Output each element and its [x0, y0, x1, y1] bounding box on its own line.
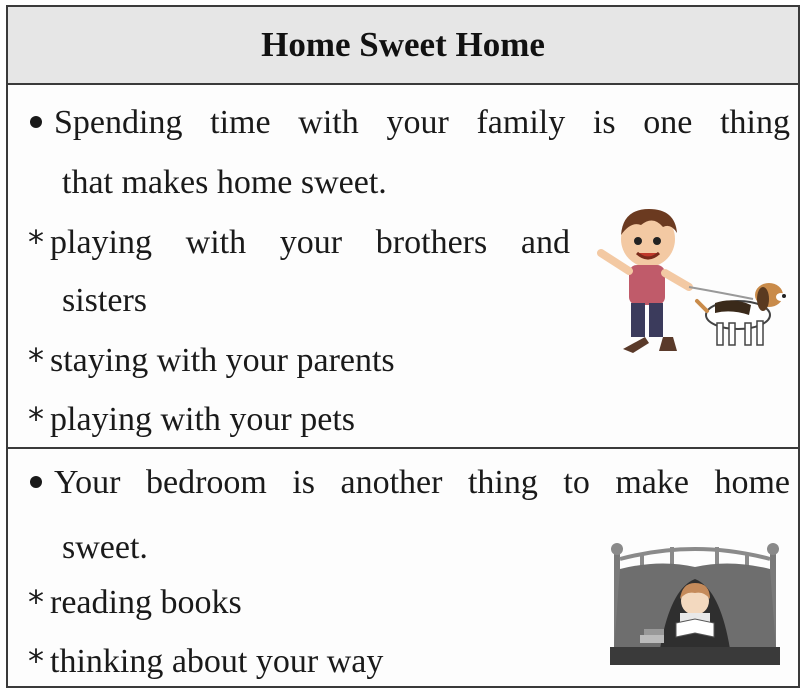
item-text: staying with your parents — [50, 342, 395, 379]
asterisk-icon: * — [28, 642, 44, 680]
asterisk-icon: * — [28, 400, 44, 438]
family-bullet-text-1: Spending time with your family is one thing — [54, 104, 790, 141]
family-bullet-text-2: that makes home sweet. — [62, 164, 387, 201]
item-text: reading books — [50, 584, 242, 621]
family-section — [8, 85, 798, 449]
list-item — [28, 641, 383, 682]
table-header — [8, 7, 798, 85]
item-text-continued: sisters — [62, 282, 147, 319]
asterisk-icon: * — [28, 223, 44, 261]
girl-reading-in-bed-illustration — [600, 539, 790, 669]
list-item — [28, 340, 395, 381]
list-item — [28, 222, 570, 263]
list-item — [28, 399, 355, 440]
bullet-icon — [30, 116, 42, 128]
asterisk-icon: * — [28, 583, 44, 621]
page-title: Home Sweet Home — [261, 25, 545, 64]
list-item — [28, 582, 242, 623]
bedroom-bullet-text-1: Your bedroom is another thing to make home — [54, 464, 790, 501]
item-text: playing with your brothers and — [50, 224, 570, 261]
bedroom-bullet-text-2: sweet. — [62, 529, 148, 566]
item-text: playing with your pets — [50, 401, 356, 438]
bullet-line — [30, 103, 790, 143]
boy-walking-dog-illustration — [593, 203, 793, 363]
asterisk-icon: * — [28, 341, 44, 379]
item-text: thinking about your way — [50, 643, 384, 680]
bullet-line — [30, 463, 790, 503]
home-sweet-home-table — [6, 5, 800, 688]
bullet-icon — [30, 476, 42, 488]
bedroom-section — [8, 449, 798, 686]
